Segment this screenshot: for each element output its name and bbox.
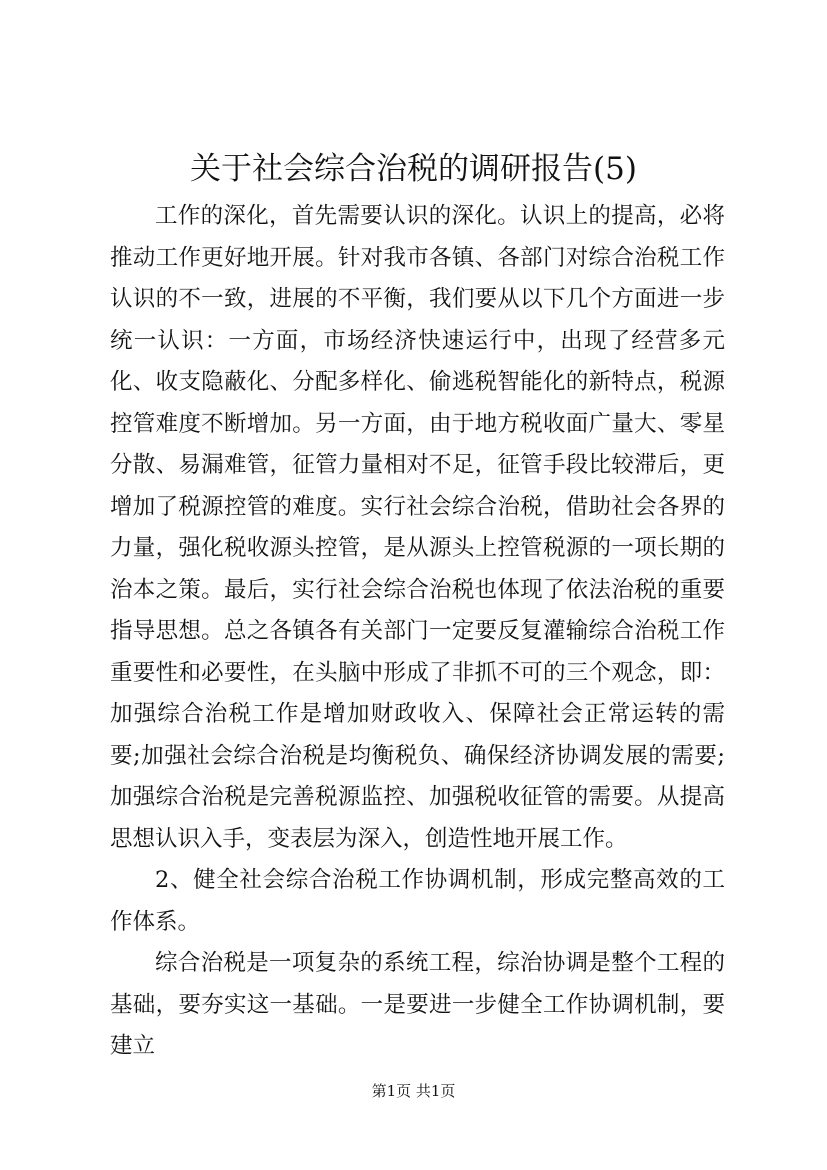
body-paragraph: 综合治税是一项复杂的系统工程，综治协调是整个工程的基础，要夯实这一基础。一是要进一步健全工作协调机制，要建立	[110, 950, 725, 1059]
document-title: 关于社会综合治税的调研报告(5)	[190, 151, 637, 187]
document-body	[110, 196, 725, 1068]
body-paragraph: 工作的深化，首先需要认识的深化。认识上的提高，必将推动工作更好地开展。针对我市各镇、各部门对综合治税工作认识的不一致，进展的不平衡，我们要从以下几个方面进一步统一认识：一方面，市场经济快速运行中，出现了经营多元化、收支隐蔽化、分配多样化、偷逃税智能化的新特点，税源控管难度不断增加。另一方面，由于地方税收面广量大、零星分散、易漏难管，征管力量相对不足，征管手段比较滞后，更增加了税源控管的难度。实行社会综合治税，借助社会各界的力量，强化税收源头控管，是从源头上控管税源的一项长期的治本之策。最后，实行社会综合治税也体现了依法治税的重要指导思想。总之各镇各有关部门一定要反复灌输综合治税工作重要性和必要性，在头脑中形成了非抓不可的三个观念，即：加强综合治税工作是增加财政收入、保障社会正常运转的需要;加强社会综合治税是均衡税负、确保经济协调发展的需要;加强综合治税是完善税源监控、加强税收征管的需要。从提高思想认识入手，变表层为深入，创造性地开展工作。	[110, 203, 725, 852]
page-footer: 第1页 共1页	[371, 1082, 456, 1100]
body-paragraph: 2、健全社会综合治税工作协调机制，形成完整高效的工作体系。	[110, 867, 725, 935]
